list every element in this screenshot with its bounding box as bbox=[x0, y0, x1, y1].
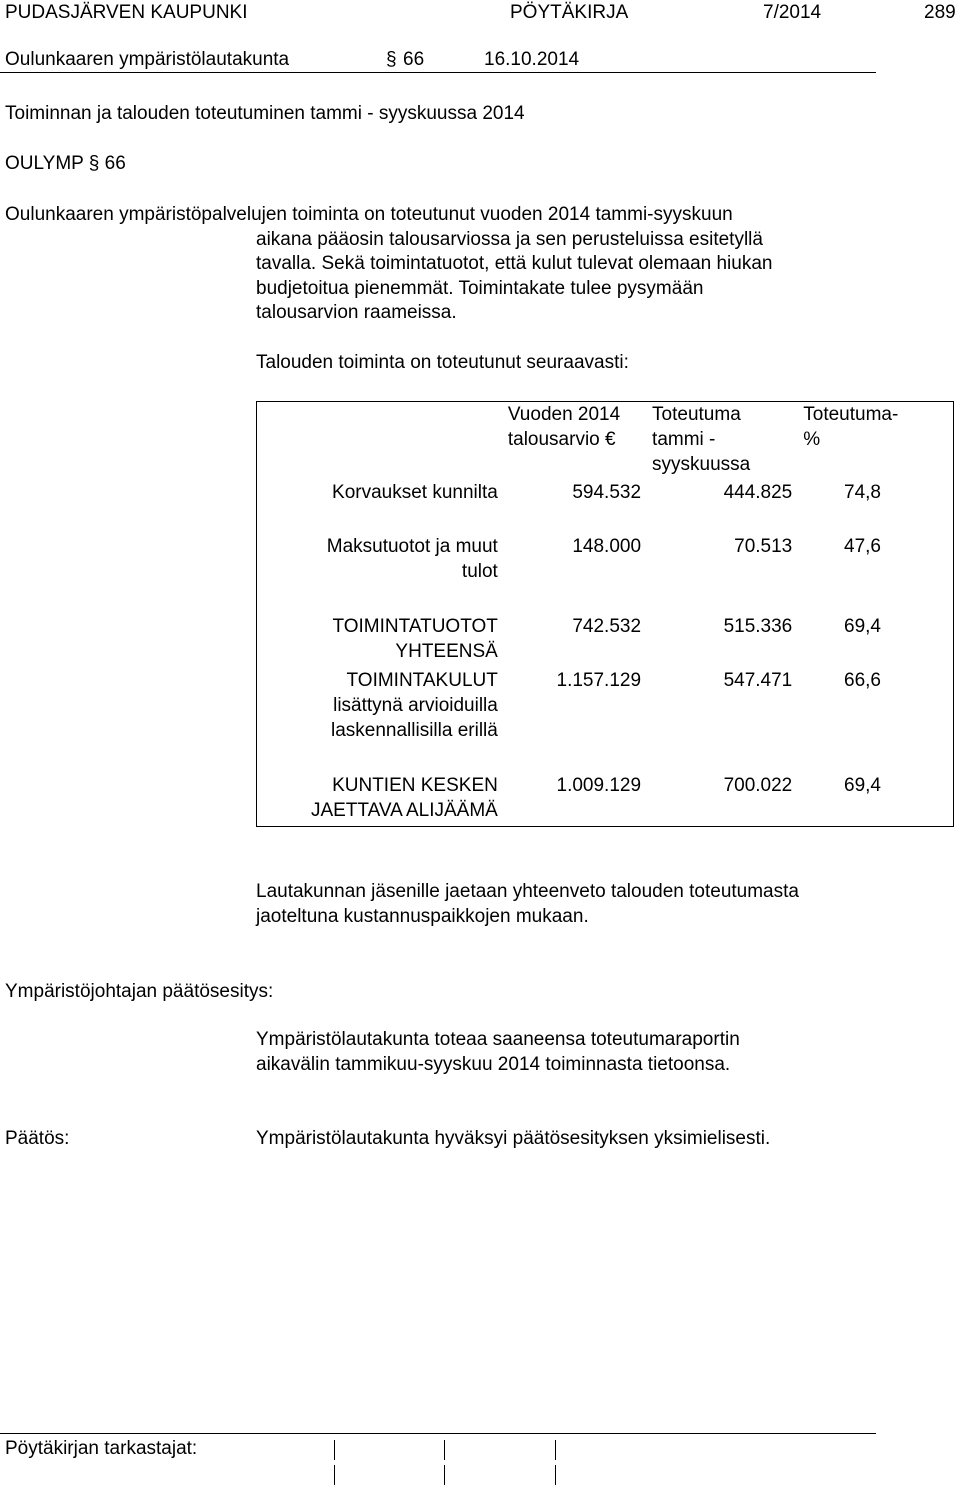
inspectors-label: Pöytäkirjan tarkastajat: bbox=[5, 1438, 198, 1459]
table-intro: Talouden toiminta on toteutunut seuraavasti: bbox=[256, 352, 629, 373]
intro-line-2: aikana pääosin talousarviossa ja sen perusteluissa esitetyllä bbox=[256, 229, 763, 250]
row-budget: 742.532 bbox=[572, 615, 642, 637]
row-label-line: lisättynä arvioiduilla bbox=[333, 694, 498, 716]
proposal-label: Ympäristöjohtajan päätösesitys: bbox=[5, 981, 274, 1002]
table-row bbox=[257, 668, 954, 773]
row-percent: 74,8 bbox=[844, 481, 881, 503]
intro-line-1: Oulunkaaren ympäristöpalvelujen toiminta on toteutunut vuoden 2014 tammi-syyskuun bbox=[5, 204, 733, 225]
table-row bbox=[257, 614, 954, 668]
header-budget-line-2: talousarvio € bbox=[507, 429, 616, 450]
signature-separator bbox=[334, 1465, 335, 1485]
row-label-line: Maksutuotot ja muut bbox=[326, 535, 498, 557]
signature-separator bbox=[444, 1465, 445, 1485]
table-row bbox=[257, 480, 954, 534]
row-label-line: YHTEENSÄ bbox=[395, 640, 498, 662]
row-label bbox=[257, 614, 502, 668]
row-label bbox=[257, 534, 502, 614]
header-actual-line-2: tammi - bbox=[652, 429, 716, 450]
header-budget-line-1: Vuoden 2014 bbox=[507, 404, 621, 425]
signature-separator bbox=[444, 1440, 445, 1460]
footer-divider bbox=[0, 1433, 876, 1434]
header-actual-line-3: syyskuussa bbox=[652, 454, 751, 475]
intro-line-4: budjetoitua pienemmät. Toimintakate tulee pysymään bbox=[256, 278, 704, 299]
item-title: Toiminnan ja talouden toteutuminen tammi - syyskuussa 2014 bbox=[5, 103, 525, 124]
row-label-line: JAETTAVA ALIJÄÄMÄ bbox=[310, 799, 498, 821]
row-actual: 70.513 bbox=[734, 535, 793, 557]
reference-section-symbol: § bbox=[88, 153, 100, 174]
page-number: 289 bbox=[924, 2, 956, 23]
row-percent: 69,4 bbox=[844, 615, 881, 637]
header-percent bbox=[798, 402, 953, 480]
row-budget: 594.532 bbox=[572, 481, 642, 503]
proposal-line-2: aikavälin tammikuu-syyskuu 2014 toiminnasta tietoonsa. bbox=[256, 1054, 731, 1075]
summary-line-2: jaoteltuna kustannuspaikkojen mukaan. bbox=[256, 906, 589, 927]
signature-separator bbox=[555, 1440, 556, 1460]
section-number: 66 bbox=[403, 49, 425, 70]
item-reference bbox=[5, 152, 126, 176]
section-symbol: § bbox=[386, 49, 397, 70]
reference-code: OULYMP bbox=[5, 153, 84, 174]
row-actual: 547.471 bbox=[723, 669, 793, 691]
row-label-line: laskennallisilla erillä bbox=[330, 719, 498, 741]
decision-label: Päätös: bbox=[5, 1128, 70, 1149]
header-budget bbox=[502, 402, 647, 480]
intro-line-5: talousarvion raameissa. bbox=[256, 302, 457, 323]
row-actual: 444.825 bbox=[723, 481, 793, 503]
row-label-line: TOIMINTAKULUT bbox=[346, 669, 498, 691]
board-name: Oulunkaaren ympäristölautakunta bbox=[5, 49, 290, 70]
signature-separator bbox=[555, 1465, 556, 1485]
row-label-line: tulot bbox=[461, 560, 498, 582]
summary-line-1: Lautakunnan jäsenille jaetaan yhteenveto talouden toteutumasta bbox=[256, 881, 799, 902]
row-budget: 1.157.129 bbox=[556, 669, 642, 691]
row-budget: 1.009.129 bbox=[556, 774, 642, 796]
header-percent-line-2: % bbox=[803, 429, 821, 450]
row-percent: 47,6 bbox=[844, 535, 881, 557]
header-percent-line-1: Toteutuma- bbox=[803, 404, 899, 425]
row-label bbox=[257, 480, 502, 534]
header-empty-cell bbox=[257, 402, 502, 480]
reference-number: 66 bbox=[104, 153, 126, 174]
header-actual bbox=[647, 402, 798, 480]
table-row bbox=[257, 534, 954, 614]
row-label bbox=[257, 668, 502, 773]
meeting-date: 16.10.2014 bbox=[484, 49, 580, 70]
row-percent: 66,6 bbox=[844, 669, 881, 691]
row-label bbox=[257, 773, 502, 827]
row-label-line: KUNTIEN KESKEN bbox=[332, 774, 498, 796]
budget-table bbox=[256, 401, 954, 827]
table-header-row bbox=[257, 402, 954, 480]
signature-separator bbox=[334, 1440, 335, 1460]
row-percent: 69,4 bbox=[844, 774, 881, 796]
row-label-line: Korvaukset kunnilta bbox=[332, 481, 498, 503]
row-actual: 515.336 bbox=[723, 615, 793, 637]
proposal-line-1: Ympäristölautakunta toteaa saaneensa toteutumaraportin bbox=[256, 1029, 740, 1050]
header-actual-line-1: Toteutuma bbox=[652, 404, 741, 425]
row-label-line: TOIMINTATUOTOT bbox=[332, 615, 498, 637]
row-budget: 148.000 bbox=[572, 535, 642, 557]
document-type: PÖYTÄKIRJA bbox=[510, 2, 629, 23]
row-actual: 700.022 bbox=[723, 774, 793, 796]
table-row bbox=[257, 773, 954, 827]
intro-line-3: tavalla. Sekä toimintatuotot, että kulut tulevat olemaan hiukan bbox=[256, 253, 773, 274]
organization-name: PUDASJÄRVEN KAUPUNKI bbox=[5, 2, 248, 23]
issue-number: 7/2014 bbox=[763, 2, 822, 23]
header-divider bbox=[0, 72, 876, 73]
decision-text: Ympäristölautakunta hyväksyi päätösesityksen yksimielisesti. bbox=[256, 1128, 771, 1149]
